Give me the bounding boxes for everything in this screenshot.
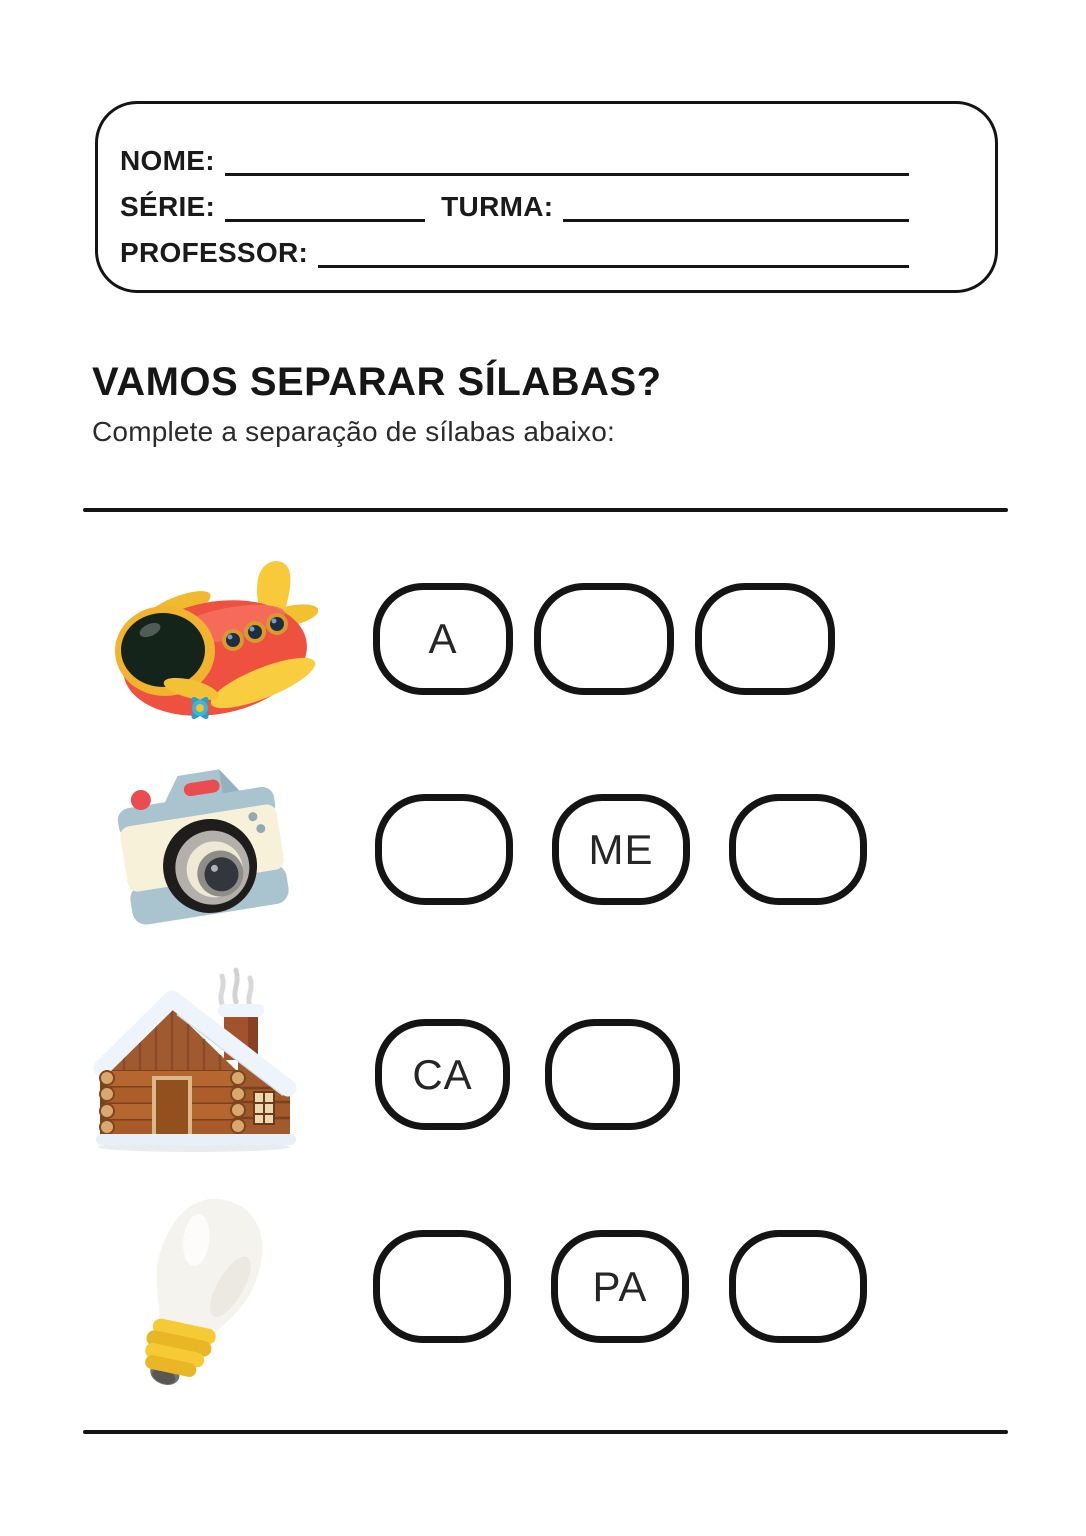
professor-write-line[interactable] <box>318 242 909 268</box>
syllable-cell[interactable]: ME <box>552 794 690 905</box>
turma-write-line[interactable] <box>563 196 909 222</box>
syllable-row-camera <box>375 794 867 905</box>
page-title: VAMOS SEPARAR SÍLABAS? <box>92 360 662 404</box>
syllable-cell[interactable] <box>729 1230 867 1343</box>
name-write-line[interactable] <box>225 150 909 176</box>
airplane-image <box>103 556 318 736</box>
professor-label: PROFESSOR: <box>120 237 309 268</box>
professor-field-row <box>120 238 909 268</box>
syllable-cell[interactable] <box>534 583 674 695</box>
syllable-row-bulb <box>373 1230 867 1343</box>
log-cabin-icon <box>92 966 302 1156</box>
syllable-cell[interactable]: PA <box>551 1230 689 1343</box>
lightbulb-image <box>126 1184 271 1401</box>
camera-image <box>112 766 307 946</box>
camera-icon <box>112 766 307 941</box>
syllable-cell[interactable]: A <box>373 583 513 695</box>
serie-write-line[interactable] <box>225 196 425 222</box>
log-cabin-image <box>92 966 302 1161</box>
syllable-cell[interactable] <box>373 1230 511 1343</box>
top-divider <box>83 508 1008 512</box>
syllable-cell[interactable] <box>729 794 867 905</box>
syllable-row-airplane <box>373 583 835 695</box>
serie-turma-field-row <box>120 192 909 222</box>
name-field-row <box>120 146 909 176</box>
turma-label: TURMA: <box>441 191 554 222</box>
syllable-cell[interactable] <box>375 794 513 905</box>
serie-label: SÉRIE: <box>120 191 216 222</box>
name-label: NOME: <box>120 145 215 176</box>
syllable-row-cabin <box>375 1019 680 1130</box>
airplane-icon <box>103 556 318 731</box>
bottom-divider <box>83 1430 1008 1434</box>
syllable-cell[interactable]: CA <box>375 1019 510 1130</box>
lightbulb-icon <box>126 1184 271 1396</box>
page-subtitle: Complete a separação de sílabas abaixo: <box>92 416 616 447</box>
syllable-cell[interactable] <box>545 1019 680 1130</box>
student-info-box <box>95 101 998 293</box>
syllable-cell[interactable] <box>695 583 835 695</box>
